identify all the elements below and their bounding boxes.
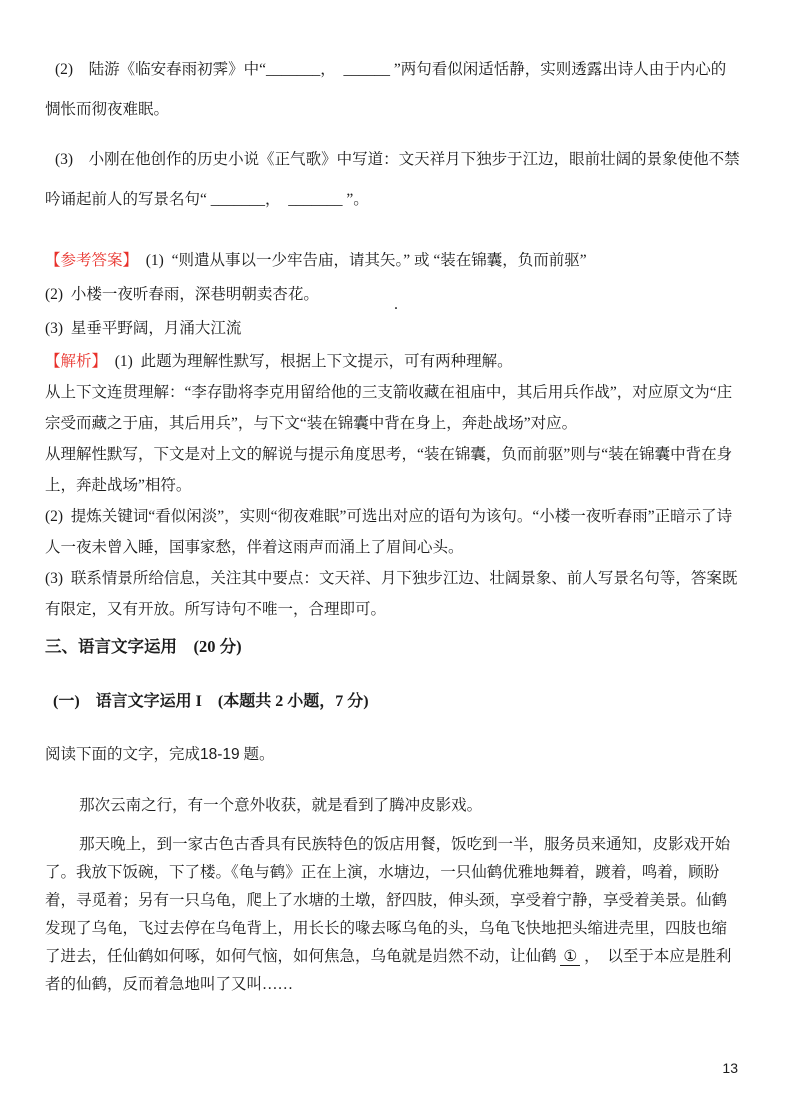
page-number: 13 xyxy=(722,1060,738,1076)
analysis-label: 【解析】 xyxy=(45,353,108,370)
analysis-block xyxy=(45,346,740,625)
passage-paragraph-2 xyxy=(45,831,740,999)
inline-blank-1: ① xyxy=(560,948,580,966)
answer-item-1: (1) “则遣从事以一少牢告庙，请其矢。” 或 “装在锦囊，负而前驱” xyxy=(138,252,587,269)
reference-answer-label: 【参考答案】 xyxy=(45,252,139,269)
subsection-heading: (一) 语言文字运用 I (本题共 2 小题，7 分) xyxy=(53,693,369,710)
analysis-paragraph-1: 从上下文连贯理解：“李存勖将李克用留给他的三支箭收藏在祖庙中，其后用兵作战”，对应原文为“庄宗受而藏之于庙，其后用兵”，与下文“装在锦囊中背在身上，奔赴战场”对应。 xyxy=(45,384,733,432)
analysis-intro: (1) 此题为理解性默写，根据上下文提示，可有两种理解。 xyxy=(107,353,513,370)
answer-item-2: (2) 小楼一夜听春雨，深巷明朝卖杏花。 xyxy=(45,286,319,303)
reading-instruction xyxy=(45,743,740,767)
passage-paragraph-1: 那次云南之行，有一个意外收获，就是看到了腾冲皮影戏。 xyxy=(79,797,483,814)
question-2: (2) 陆游《临安春雨初霁》中“_______， ______ ”两句看似闲适恬静，实则透露出诗人由于内心的惆怅而彻夜难眠。 xyxy=(45,61,727,118)
analysis-paragraph-2: 从理解性默写，下文是对上文的解说与提示角度思考，“装在锦囊，负而前驱”则与“装在锦囊中背在身上，奔赴战场”相符。 xyxy=(45,446,733,494)
passage-text-before-blank: 那天晚上，到一家古色古香具有民族特色的饭店用餐，饭吃到一半，服务员来通知，皮影戏开始了。我放下饭碗，下了楼。《龟与鹤》正在上演，水塘边，一只仙鹤优雅地舞着，踱着，鸣着，顾盼着，寻觅着；另有一只乌龟，爬上了水塘的土墩，舒四肢，伸头颈，享受着宁静，享受着美景。仙鹤发现了乌龟，飞过去停在乌龟背上，用长长的喙去啄乌龟的头，乌龟飞快地把头缩进壳里，四肢也缩了进去，任仙鹤如何啄，如何气恼，如何焦急，乌龟就是岿然不动，让仙鹤 xyxy=(45,836,731,965)
stray-dot-mark: . xyxy=(394,296,398,313)
section-heading: 三、语言文字运用 (20 分) xyxy=(45,637,242,656)
analysis-paragraph-4: (3) 联系情景所给信息，关注其中要点：文天祥、月下独步江边、壮阔景象、前人写景名句等，答案既有限定，又有开放。所写诗句不唯一，合理即可。 xyxy=(45,570,738,618)
passage-text-after-blank: ， 以至于本应是胜利者的仙鹤，反而着急地叫了又叫…… xyxy=(45,948,732,993)
answer-item-3: (3) 星垂平野阔，月涌大江流 xyxy=(45,320,242,337)
instruction-prefix: 阅读下面的文字，完成 xyxy=(45,746,201,763)
analysis-line-1 xyxy=(45,346,740,377)
question-range: 18-19 xyxy=(200,746,240,763)
instruction-suffix: 题。 xyxy=(239,746,275,763)
analysis-paragraph-3: (2) 提炼关键词“看似闲淡”，实则“彻夜难眠”可选出对应的语句为该句。“小楼一夜听春雨”正暗示了诗人一夜未曾入睡，国事家愁，伴着这雨声而涌上了眉间心头。 xyxy=(45,508,733,556)
reference-answer-block xyxy=(45,244,740,346)
answer-line-1 xyxy=(45,244,740,278)
question-3: (3) 小刚在他创作的历史小说《正气歌》中写道：文天祥月下独步于江边，眼前壮阔的景象使他不禁吟诵起前人的写景名句“ _______， _______ ”。 xyxy=(45,151,740,208)
